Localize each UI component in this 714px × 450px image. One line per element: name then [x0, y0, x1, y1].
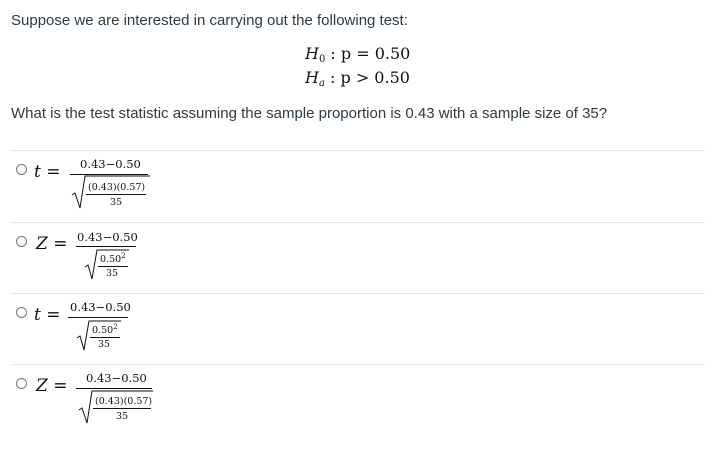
null-hypothesis-symbol: H [305, 44, 319, 63]
root-denominator: 35 [116, 411, 129, 422]
alt-hypothesis-subscript: a [318, 78, 325, 89]
root-numerator: 0.50$^2$ [92, 323, 118, 336]
option-equals: = [40, 162, 61, 182]
option-separator [11, 150, 705, 151]
radio-button[interactable] [16, 307, 27, 318]
option-separator [11, 364, 705, 365]
radio-button[interactable] [16, 236, 27, 247]
option-variable: t [34, 305, 41, 325]
option-equals: = [40, 305, 61, 325]
null-hypothesis [305, 44, 410, 65]
radio-button[interactable] [16, 164, 27, 175]
root-numerator: 0.50$^2$ [100, 252, 126, 265]
radio-button[interactable] [16, 378, 27, 389]
root-fraction-bar [93, 408, 151, 409]
fraction-numerator: 0.43−0.50 [80, 157, 141, 171]
fraction-bar [76, 246, 136, 247]
option-variable: Z [36, 234, 48, 254]
question-intro: Suppose we are interested in carrying out the following test: [11, 12, 408, 29]
question-prompt: What is the test statistic assuming the sample proportion is 0.43 with a sample size of 35? [11, 105, 608, 122]
option-lhs [36, 376, 67, 396]
root-fraction-bar [90, 337, 120, 338]
root-numerator: (0.43)(0.57) [88, 182, 146, 193]
option-separator [11, 293, 705, 294]
fraction-numerator: 0.43−0.50 [77, 230, 138, 244]
alternative-hypothesis [305, 68, 410, 89]
null-hypothesis-subscript: 0 [318, 54, 326, 65]
option-lhs [34, 305, 61, 325]
option-lhs [34, 162, 61, 182]
option-equals: = [47, 234, 68, 254]
option-separator [11, 222, 705, 223]
alt-hypothesis-relation: : p > 0.50 [324, 68, 410, 87]
fraction-numerator: 0.43−0.50 [70, 300, 131, 314]
root-numerator: (0.43)(0.57) [95, 396, 153, 407]
option-variable: t [34, 162, 41, 182]
root-denominator: 35 [106, 268, 119, 279]
root-denominator: 35 [98, 339, 111, 350]
fraction-bar [68, 317, 128, 318]
fraction-numerator: 0.43−0.50 [86, 371, 147, 385]
alt-hypothesis-symbol: H [305, 68, 319, 87]
option-lhs [36, 234, 67, 254]
root-fraction-bar [86, 194, 146, 195]
root-denominator: 35 [110, 197, 123, 208]
option-equals: = [47, 376, 68, 396]
option-variable: Z [36, 376, 48, 396]
null-hypothesis-relation: : p = 0.50 [325, 44, 411, 63]
root-fraction-bar [98, 266, 128, 267]
fraction-bar [76, 388, 152, 389]
